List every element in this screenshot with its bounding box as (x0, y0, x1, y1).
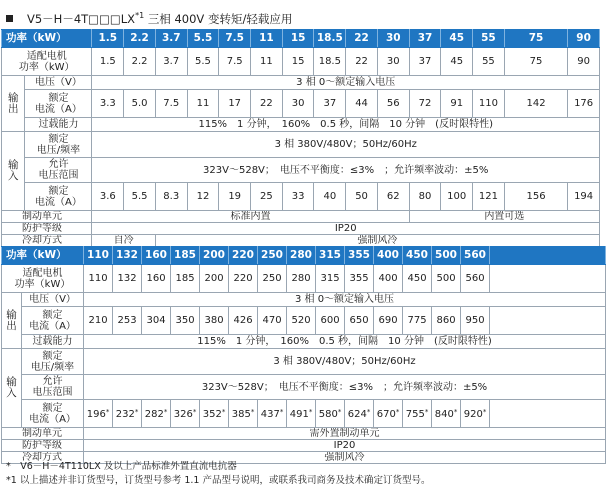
voltage-label: 电压（V） (22, 293, 84, 307)
overload-row (2, 335, 606, 349)
footnotes (6, 460, 430, 488)
out-current-cell: 110 (473, 90, 505, 118)
output-voltage-row (2, 293, 606, 307)
braking-optional: 内置可选 (409, 211, 599, 223)
in-current-cell: 194 (568, 183, 600, 211)
cooling-row (2, 235, 600, 247)
out-current-cell: 470 (258, 307, 287, 335)
power-cell: 185 (171, 247, 200, 265)
out-current-cell: 56 (377, 90, 409, 118)
motor-cell: 55 (473, 48, 505, 76)
rated-voltfreq-label: 额定 电压/频率 (25, 132, 92, 158)
power-cell: 200 (200, 247, 229, 265)
power-cell: 280 (287, 247, 316, 265)
out-current-cell: 72 (409, 90, 441, 118)
power-cell: 132 (113, 247, 142, 265)
motor-cell: 200 (200, 265, 229, 293)
out-current-cell: 380 (200, 307, 229, 335)
in-current-cell: 326* (171, 400, 200, 428)
motor-label: 适配电机 功率（kW） (2, 265, 84, 293)
motor-cell: 450 (403, 265, 432, 293)
braking-external: 需外置制动单元 (84, 428, 606, 440)
out-current-cell: 3.3 (92, 90, 124, 118)
power-header: 功率（kW） (2, 30, 92, 48)
out-current-cell: 690 (374, 307, 403, 335)
input-voltfreq-value: 3 相 380V/480V；50Hz/60Hz (92, 132, 600, 158)
power-cell: 7.5 (219, 30, 251, 48)
in-current-cell: 25 (251, 183, 283, 211)
footnote-reactor: * V6－H－4T110LX 及以上产品标准外置直流电抗器 (6, 461, 237, 472)
motor-row (2, 265, 606, 293)
in-current-cell: 100 (441, 183, 473, 211)
out-current-cell: 210 (84, 307, 113, 335)
out-current-cell: 304 (142, 307, 171, 335)
out-current-cell: 11 (187, 90, 219, 118)
cooling-forced: 强制风冷 (155, 235, 599, 247)
input-voltfreq-row (2, 349, 606, 375)
in-current-cell: 491* (287, 400, 316, 428)
braking-row (2, 211, 600, 223)
out-current-cell: 17 (219, 90, 251, 118)
overload-value: 115% 1 分钟， 160% 0.5 秒，间隔 10 分钟 (反时限特性) (84, 335, 606, 349)
allow-range-label: 允许 电压范围 (25, 158, 92, 183)
power-cell: 500 (432, 247, 461, 265)
motor-cell: 18.5 (314, 48, 346, 76)
output-group-label: 输 出 (2, 293, 22, 349)
out-current-cell: 176 (568, 90, 600, 118)
in-current-cell: 50 (346, 183, 378, 211)
in-current-cell: 282* (142, 400, 171, 428)
output-current-row (2, 307, 606, 335)
output-group-label: 输 出 (2, 76, 25, 132)
output-current-row (2, 90, 600, 118)
protection-label: 防护等级 (2, 440, 84, 452)
power-cell: 3.7 (155, 30, 187, 48)
protection-value: IP20 (84, 440, 606, 452)
braking-standard: 标准内置 (92, 211, 409, 223)
power-cell: 220 (229, 247, 258, 265)
in-current-cell: 40 (314, 183, 346, 211)
motor-cell: 45 (441, 48, 473, 76)
cooling-natural: 自冷 (92, 235, 155, 247)
power-cell: 2.2 (124, 30, 156, 48)
in-current-cell: 580* (316, 400, 345, 428)
power-cell: 90 (568, 30, 600, 48)
input-voltfreq-row (2, 132, 600, 158)
motor-cell: 5.5 (187, 48, 219, 76)
overload-label: 过载能力 (25, 118, 92, 132)
in-current-cell: 840* (432, 400, 461, 428)
out-current-cell: 600 (316, 307, 345, 335)
braking-label: 制动单元 (2, 211, 92, 223)
in-current-cell: 5.5 (124, 183, 156, 211)
power-cell: 450 (403, 247, 432, 265)
power-cell: 5.5 (187, 30, 219, 48)
title-desc: 三相 400V 变转矩/轻载应用 (147, 11, 293, 26)
out-current-cell: 350 (171, 307, 200, 335)
power-cell: 75 (504, 30, 567, 48)
in-current-cell: 62 (377, 183, 409, 211)
in-current-empty (490, 400, 606, 428)
power-cell: 15 (282, 30, 314, 48)
motor-cell: 15 (282, 48, 314, 76)
in-current-cell: 352* (200, 400, 229, 428)
protection-row (2, 440, 606, 452)
input-range-row (2, 158, 600, 183)
cooling-forced: 强制风冷 (84, 452, 606, 464)
in-current-cell: 755* (403, 400, 432, 428)
in-current-cell: 8.3 (155, 183, 187, 211)
out-current-cell: 860 (432, 307, 461, 335)
motor-row (2, 48, 600, 76)
overload-value: 115% 1 分钟， 160% 0.5 秒，间隔 10 分钟 (反时限特性) (92, 118, 600, 132)
overload-label: 过载能力 (22, 335, 84, 349)
power-cell: 22 (346, 30, 378, 48)
power-header: 功率（kW） (2, 247, 84, 265)
input-range-row (2, 375, 606, 400)
out-current-cell: 520 (287, 307, 316, 335)
in-current-cell: 156 (504, 183, 567, 211)
power-cell: 18.5 (314, 30, 346, 48)
power-cell: 560 (461, 247, 490, 265)
motor-cell: 355 (345, 265, 374, 293)
cooling-label: 冷却方式 (2, 452, 84, 464)
input-current-row (2, 400, 606, 428)
motor-label: 适配电机 功率（kW） (2, 48, 92, 76)
rated-current-label: 额定 电流（A） (22, 400, 84, 428)
motor-cell: 37 (409, 48, 441, 76)
motor-cell: 315 (316, 265, 345, 293)
out-current-cell: 5.0 (124, 90, 156, 118)
header-row (2, 247, 606, 265)
power-cell: 400 (374, 247, 403, 265)
spec-table-large (1, 246, 606, 464)
square-bullet-icon (6, 15, 13, 22)
braking-label: 制动单元 (2, 428, 84, 440)
motor-cell: 30 (377, 48, 409, 76)
output-voltage-value: 3 相 0～额定输入电压 (84, 293, 606, 307)
in-current-cell: 920* (461, 400, 490, 428)
header-row (2, 30, 600, 48)
motor-cell: 3.7 (155, 48, 187, 76)
power-empty (490, 247, 606, 265)
in-current-cell: 385* (229, 400, 258, 428)
out-current-cell: 950 (461, 307, 490, 335)
in-current-cell: 196* (84, 400, 113, 428)
rated-current-label: 额定 电流（A） (25, 90, 92, 118)
protection-label: 防护等级 (2, 223, 92, 235)
input-group-label: 输 入 (2, 349, 22, 428)
title-footnote-ref: *1 (135, 11, 145, 20)
out-current-cell: 650 (345, 307, 374, 335)
braking-row (2, 428, 606, 440)
spec-table-small (1, 29, 600, 247)
out-current-cell: 7.5 (155, 90, 187, 118)
rated-current-label: 额定 电流（A） (22, 307, 84, 335)
section-title (6, 6, 292, 26)
power-cell: 355 (345, 247, 374, 265)
motor-cell: 220 (229, 265, 258, 293)
power-cell: 160 (142, 247, 171, 265)
in-current-cell: 670* (374, 400, 403, 428)
output-voltage-row (2, 76, 600, 90)
in-current-cell: 624* (345, 400, 374, 428)
motor-cell: 132 (113, 265, 142, 293)
power-cell: 55 (473, 30, 505, 48)
power-cell: 30 (377, 30, 409, 48)
motor-cell: 160 (142, 265, 171, 293)
power-cell: 110 (84, 247, 113, 265)
in-current-cell: 80 (409, 183, 441, 211)
motor-cell: 560 (461, 265, 490, 293)
input-range-value: 323V～528V； 电压不平衡度：≤3% ；允许频率波动：±5% (92, 158, 600, 183)
in-current-cell: 33 (282, 183, 314, 211)
motor-cell: 1.5 (92, 48, 124, 76)
power-cell: 315 (316, 247, 345, 265)
input-group-label: 输 入 (2, 132, 25, 211)
voltage-label: 电压（V） (25, 76, 92, 90)
motor-cell: 185 (171, 265, 200, 293)
out-current-cell: 44 (346, 90, 378, 118)
footnote-model: *1 以上描述并非订货型号，订货型号参考 1.1 产品型号说明，或联系我司商务及技术确定订货型号。 (6, 475, 431, 486)
in-current-cell: 3.6 (92, 183, 124, 211)
allow-range-label: 允许 电压范围 (22, 375, 84, 400)
motor-cell: 110 (84, 265, 113, 293)
cooling-label: 冷却方式 (2, 235, 92, 247)
output-voltage-value: 3 相 0～额定输入电压 (92, 76, 600, 90)
in-current-cell: 12 (187, 183, 219, 211)
motor-cell: 11 (251, 48, 283, 76)
motor-cell: 250 (258, 265, 287, 293)
motor-empty (490, 265, 606, 293)
out-current-cell: 37 (314, 90, 346, 118)
title-model: V5－H－4T□□□LX (27, 11, 136, 26)
in-current-cell: 121 (473, 183, 505, 211)
in-current-cell: 19 (219, 183, 251, 211)
out-current-cell: 775 (403, 307, 432, 335)
motor-cell: 22 (346, 48, 378, 76)
protection-row (2, 223, 600, 235)
power-cell: 11 (251, 30, 283, 48)
in-current-cell: 437* (258, 400, 287, 428)
out-current-cell: 30 (282, 90, 314, 118)
out-current-cell: 22 (251, 90, 283, 118)
power-cell: 1.5 (92, 30, 124, 48)
motor-cell: 280 (287, 265, 316, 293)
out-current-empty (490, 307, 606, 335)
motor-cell: 7.5 (219, 48, 251, 76)
out-current-cell: 253 (113, 307, 142, 335)
motor-cell: 2.2 (124, 48, 156, 76)
rated-voltfreq-label: 额定 电压/频率 (22, 349, 84, 375)
overload-row (2, 118, 600, 132)
input-range-value: 323V～528V； 电压不平衡度：≤3% ；允许频率波动：±5% (84, 375, 606, 400)
motor-cell: 75 (504, 48, 567, 76)
in-current-cell: 232* (113, 400, 142, 428)
motor-cell: 90 (568, 48, 600, 76)
motor-cell: 400 (374, 265, 403, 293)
power-cell: 250 (258, 247, 287, 265)
motor-cell: 500 (432, 265, 461, 293)
out-current-cell: 142 (504, 90, 567, 118)
out-current-cell: 91 (441, 90, 473, 118)
input-voltfreq-value: 3 相 380V/480V；50Hz/60Hz (84, 349, 606, 375)
rated-current-label: 额定 电流（A） (25, 183, 92, 211)
power-cell: 37 (409, 30, 441, 48)
out-current-cell: 426 (229, 307, 258, 335)
input-current-row (2, 183, 600, 211)
protection-value: IP20 (92, 223, 600, 235)
power-cell: 45 (441, 30, 473, 48)
